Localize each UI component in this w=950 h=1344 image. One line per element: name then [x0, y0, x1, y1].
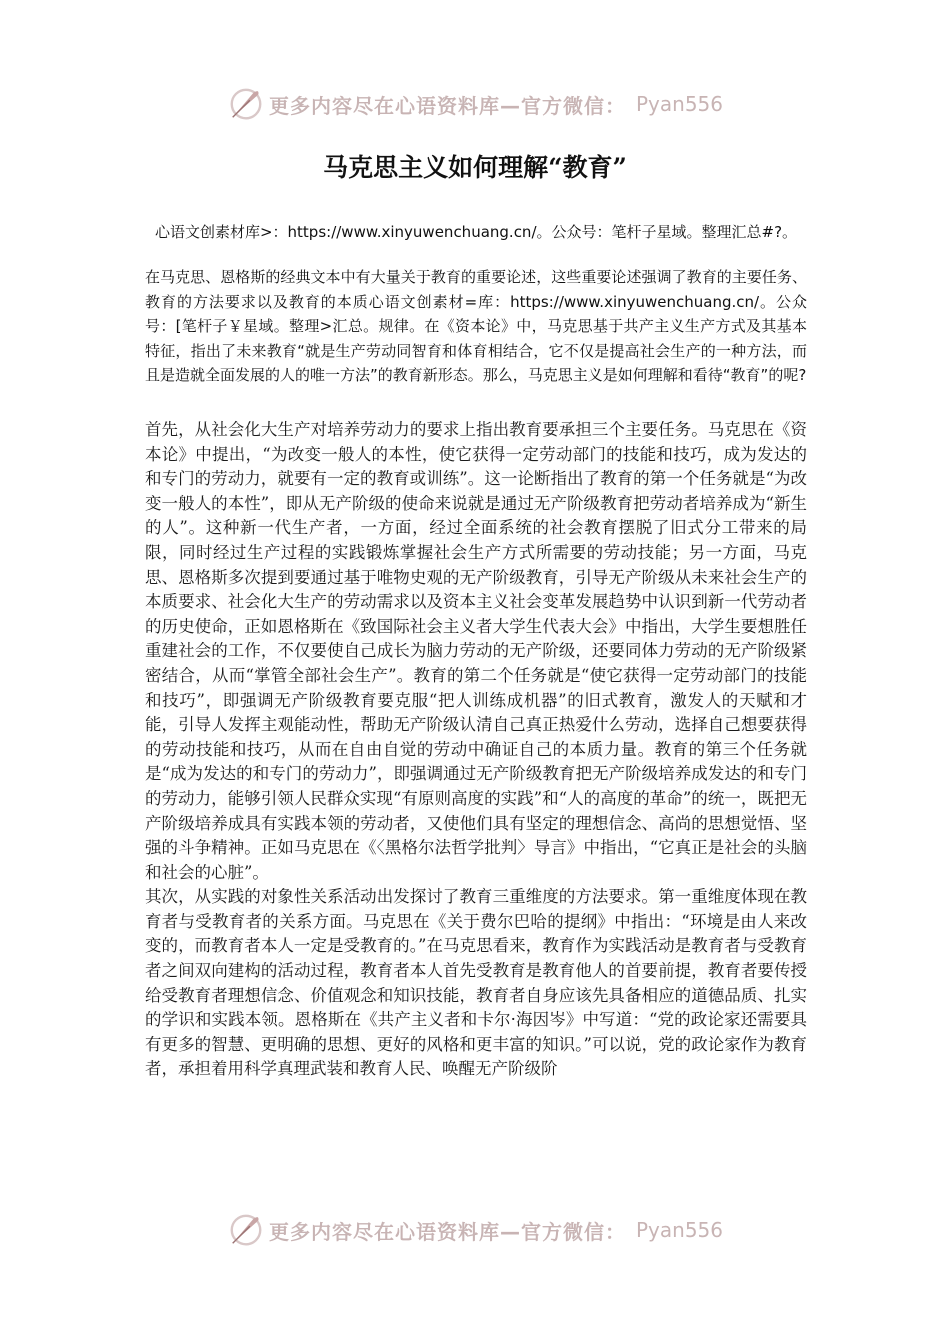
intro-paragraph: 在马克思、恩格斯的经典文本中有大量关于教育的重要论述，这些重要论述强调了教育的主要任务、教育的方法要求以及教育的本质心语文创素材=库：https://www.xinyuwenchuang.cn/。公众号：[笔杆子￥星域。整理>汇总。规律。在《资本论》中，马克思基于共产主义生产方式及其基本特征，指出了未来教育“就是生产劳动同智育和体育相结合，它不仅是提高社会生产的一种方法，而且是造就全面发展的人的唯一方法”的教育新形态。那么，马克思主义是如何理解和看待“教育”的呢?: [145, 268, 807, 384]
banner-text: 更多内容尽在心语资料库—官方微信：: [268, 93, 626, 118]
quill-pen-logo-icon: [227, 1211, 265, 1249]
document-body: [145, 418, 807, 1082]
banner-wechat-id: Pyan556: [635, 1218, 723, 1242]
intro-source-line: 心语文创素材库>：https://www.xinyuwenchuang.cn/。公众号：笔杆子星域。整理汇总#?。: [154, 223, 798, 241]
body-paragraph-2: 其次，从实践的对象性关系活动出发探讨了教育三重维度的方法要求。第一重维度体现在教育者与受教育者的关系方面。马克思在《关于费尔巴哈的提纲》中指出：“环境是由人来改变的，而教育者本人一定是受教育的。”在马克思看来，教育作为实践活动是教育者与受教育者之间双向建构的活动过程，教育者本人首先受教育是教育他人的首要前提，教育者要传授给受教育者理想信念、价值观念和知识技能，教育者自身应该先具备相应的道德品质、扎实的学识和实践本领。恩格斯在《共产主义者和卡尔·海因岑》中写道：“党的政论家还需要具有更多的智慧、更明确的思想、更好的风格和更丰富的知识。”可以说，党的政论家作为教育者，承担着用科学真理武装和教育人民、唤醒无产阶级阶: [145, 887, 807, 1079]
banner-text: 更多内容尽在心语资料库—官方微信：: [268, 1219, 626, 1244]
footer-watermark-banner: [0, 1207, 950, 1253]
header-watermark-banner: [0, 81, 950, 127]
document-title: 马克思主义如何理解“教育”: [323, 153, 627, 182]
body-paragraph-1: 首先，从社会化大生产对培养劳动力的要求上指出教育要承担三个主要任务。马克思在《资本论》中提出，“为改变一般人的本性，使它获得一定劳动部门的技能和技巧，成为发达的和专门的劳动力，就要有一定的教育或训练”。这一论断指出了教育的第一个任务就是“为改变一般人的本性”，即从无产阶级的使命来说就是通过无产阶级教育把劳动者培养成为“新生的人”。这种新一代生产者，一方面，经过全面系统的社会教育摆脱了旧式分工带来的局限，同时经过生产过程的实践锻炼掌握社会生产方式所需要的劳动技能；另一方面，马克思、恩格斯多次提到要通过基于唯物史观的无产阶级教育，引导无产阶级从未来社会生产的本质要求、社会化大生产的劳动需求以及资本主义社会变革发展趋势中认识到新一代劳动者的历史使命，正如恩格斯在《致国际社会主义者大学生代表大会》中指出，大学生要想胜任重建社会的工作，不仅要使自己成长为脑力劳动的无产阶级，还要同体力劳动的无产阶级紧密结合，从而“掌管全部社会生产”。教育的第二个任务就是“使它获得一定劳动部门的技能和技巧”，即强调无产阶级教育要克服“把人训练成机器”的旧式教育，激发人的天赋和才能，引导人发挥主观能动性，帮助无产阶级认清自己真正热爱什么劳动，选择自己想要获得的劳动技能和技巧，从而在自由自觉的劳动中确证自己的本质力量。教育的第三个任务就是“成为发达的和专门的劳动力”，即强调通过无产阶级教育把无产阶级培养成发达的和专门的劳动力，能够引领人民群众实现“有原则高度的实践”和“人的高度的革命”的统一，既把无产阶级培养成具有实践本领的劳动者，又使他们具有坚定的理想信念、高尚的思想觉悟、坚强的斗争精神。正如马克思在《〈黑格尔法哲学批判〉导言》中指出，“它真正是社会的头脑和社会的心脏”。: [145, 420, 807, 882]
banner-wechat-id: Pyan556: [635, 92, 723, 116]
quill-pen-logo-icon: [227, 85, 265, 123]
